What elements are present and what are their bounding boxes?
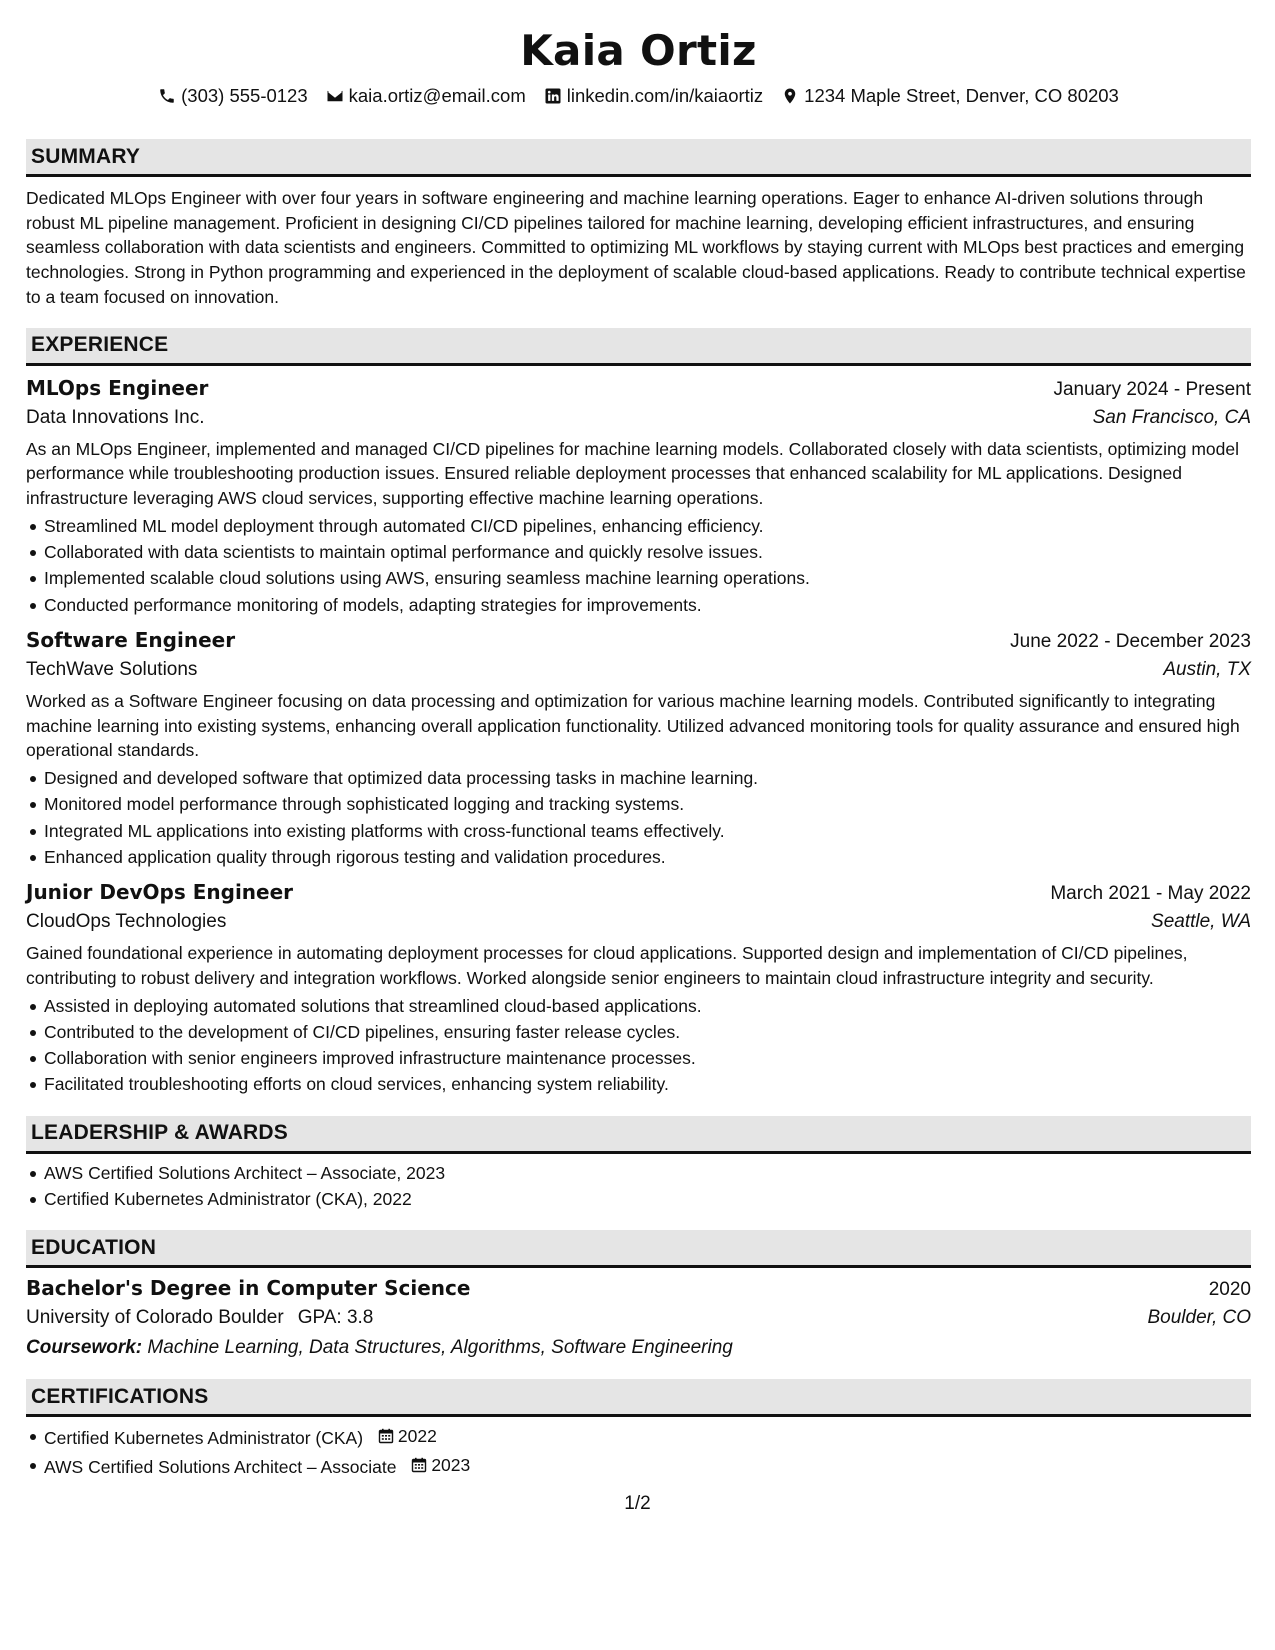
- map-marker-icon: [781, 87, 799, 105]
- envelope-icon: [326, 87, 344, 105]
- coursework-line: [26, 1337, 1251, 1359]
- contact-address: [781, 85, 1119, 107]
- contact-phone: [158, 85, 308, 107]
- coursework-label: Coursework:: [26, 1337, 143, 1359]
- job-description: As an MLOps Engineer, implemented and managed CI/CD pipelines for machine learning models. Collaborated closely with data scientists, optimizing model performance while troubleshooting production issues. Ensured reliable deployment processes that enhanced scalability for ML applications. Designed infrastructure leveraging AWS cloud services, supporting effective machine learning operations.: [26, 438, 1239, 508]
- contact-bar: [26, 85, 1251, 107]
- job-title: Junior DevOps Engineer: [26, 880, 294, 905]
- job-entry: [26, 880, 1251, 1098]
- cert-name: Certified Kubernetes Administrator (CKA): [44, 1428, 364, 1449]
- list-item: Integrated ML applications into existing platforms with cross-functional teams effectively.: [26, 818, 1251, 844]
- job-dates: January 2024 - Present: [1053, 378, 1251, 400]
- job-title: Software Engineer: [26, 627, 236, 652]
- section-heading-awards: LEADERSHIP & AWARDS: [26, 1116, 1251, 1154]
- section-heading-summary: SUMMARY: [26, 139, 1251, 177]
- job-company: CloudOps Technologies: [26, 911, 227, 933]
- list-item: Implemented scalable cloud solutions using AWS, ensuring seamless machine learning operations.: [26, 565, 1251, 591]
- job-company: TechWave Solutions: [26, 658, 198, 680]
- list-item: [26, 1423, 1251, 1451]
- list-item: Collaborated with data scientists to maintain optimal performance and quickly resolve issues.: [26, 539, 1251, 565]
- coursework-text: Machine Learning, Data Structures, Algorithms, Software Engineering: [147, 1337, 733, 1359]
- list-item: Contributed to the development of CI/CD pipelines, ensuring faster release cycles.: [26, 1019, 1251, 1045]
- education-entry: [26, 1276, 1251, 1359]
- contact-linkedin[interactable]: [544, 85, 763, 107]
- list-item: Designed and developed software that optimized data processing tasks in machine learning.: [26, 765, 1251, 791]
- section-heading-certifications: CERTIFICATIONS: [26, 1379, 1251, 1417]
- list-item: [26, 1452, 1251, 1480]
- list-item: AWS Certified Solutions Architect – Associate, 2023: [26, 1160, 1251, 1186]
- job-bullets: [26, 993, 1251, 1098]
- job-dates: March 2021 - May 2022: [1050, 883, 1251, 905]
- job-company: Data Innovations Inc.: [26, 406, 205, 428]
- job-location: Austin, TX: [1163, 658, 1251, 680]
- summary-text: Dedicated MLOps Engineer with over four years in software engineering and machine learning operations. Eager to enhance AI-driven solutions through robust ML pipeline management. Proficient in designing CI/CD pipelines tailored for machine learning, developing efficient infrastructures, and ensuring seamless collaboration with data scientists and engineers. Committed to optimizing ML workflows by staying current with MLOps best practices and emerging technologies. Strong in Python programming and experienced in the deployment of scalable cloud-based applications. Ready to contribute technical expertise to a team focused on innovation.: [26, 188, 1246, 307]
- job-location: San Francisco, CA: [1092, 406, 1251, 428]
- cert-year: 2023: [431, 1454, 471, 1475]
- graduation-year: 2020: [1208, 1279, 1251, 1301]
- awards-list: [26, 1160, 1251, 1213]
- calendar-icon: [378, 1428, 394, 1444]
- list-item: Enhanced application quality through rigorous testing and validation procedures.: [26, 844, 1251, 870]
- calendar-icon: [411, 1457, 427, 1473]
- job-title: MLOps Engineer: [26, 375, 209, 400]
- linkedin-link[interactable]: linkedin.com/in/kaiaortiz: [566, 85, 764, 106]
- candidate-name: Kaia Ortiz: [520, 26, 757, 75]
- list-item: Streamlined ML model deployment through automated CI/CD pipelines, enhancing efficiency.: [26, 513, 1251, 539]
- email-link[interactable]: kaia.ortiz@email.com: [348, 85, 526, 106]
- certifications-list: [26, 1423, 1251, 1480]
- cert-year: 2022: [397, 1426, 437, 1447]
- job-dates: June 2022 - December 2023: [1010, 630, 1251, 652]
- job-description: Gained foundational experience in automating deployment processes for cloud applications. Supported design and implementation of CI/CD pipelines, contributing to robust delivery and integration workflows. Worked alongside senior engineers to maintain cloud infrastructure integrity and security.: [26, 943, 1188, 988]
- resume-page: [26, 0, 1251, 1480]
- school-name: University of Colorado Boulder: [26, 1307, 284, 1329]
- contact-email[interactable]: [326, 85, 526, 107]
- list-item: Monitored model performance through sophisticated logging and tracking systems.: [26, 791, 1251, 817]
- list-item: Conducted performance monitoring of models, adapting strategies for improvements.: [26, 592, 1251, 618]
- job-bullets: [26, 765, 1251, 870]
- linkedin-icon: [544, 87, 562, 105]
- phone-text: (303) 555-0123: [181, 85, 308, 106]
- gpa-text: GPA: 3.8: [297, 1307, 374, 1329]
- job-location: Seattle, WA: [1151, 911, 1251, 933]
- job-entry: [26, 376, 1251, 618]
- page-number: 1/2: [624, 1493, 651, 1514]
- list-item: Facilitated troubleshooting efforts on cloud services, enhancing system reliability.: [26, 1071, 1251, 1097]
- address-text: 1234 Maple Street, Denver, CO 80203: [804, 85, 1119, 106]
- job-entry: [26, 628, 1251, 870]
- cert-name: AWS Certified Solutions Architect – Associate: [44, 1456, 397, 1477]
- school-location: Boulder, CO: [1147, 1307, 1251, 1329]
- degree-title: Bachelor's Degree in Computer Science: [26, 1276, 471, 1301]
- list-item: Certified Kubernetes Administrator (CKA), 2022: [26, 1186, 1251, 1212]
- list-item: Assisted in deploying automated solutions that streamlined cloud-based applications.: [26, 993, 1251, 1019]
- section-heading-experience: EXPERIENCE: [26, 328, 1251, 366]
- job-description: Worked as a Software Engineer focusing on data processing and optimization for various machine learning models. Contributed significantly to integrating machine learning into existing systems, enhancing overall application functionality. Utilized advanced monitoring tools for quality assurance and ensured high operational standards.: [26, 690, 1240, 761]
- phone-icon: [158, 87, 176, 105]
- job-bullets: [26, 513, 1251, 618]
- list-item: Collaboration with senior engineers improved infrastructure maintenance processes.: [26, 1045, 1251, 1071]
- section-heading-education: EDUCATION: [26, 1230, 1251, 1268]
